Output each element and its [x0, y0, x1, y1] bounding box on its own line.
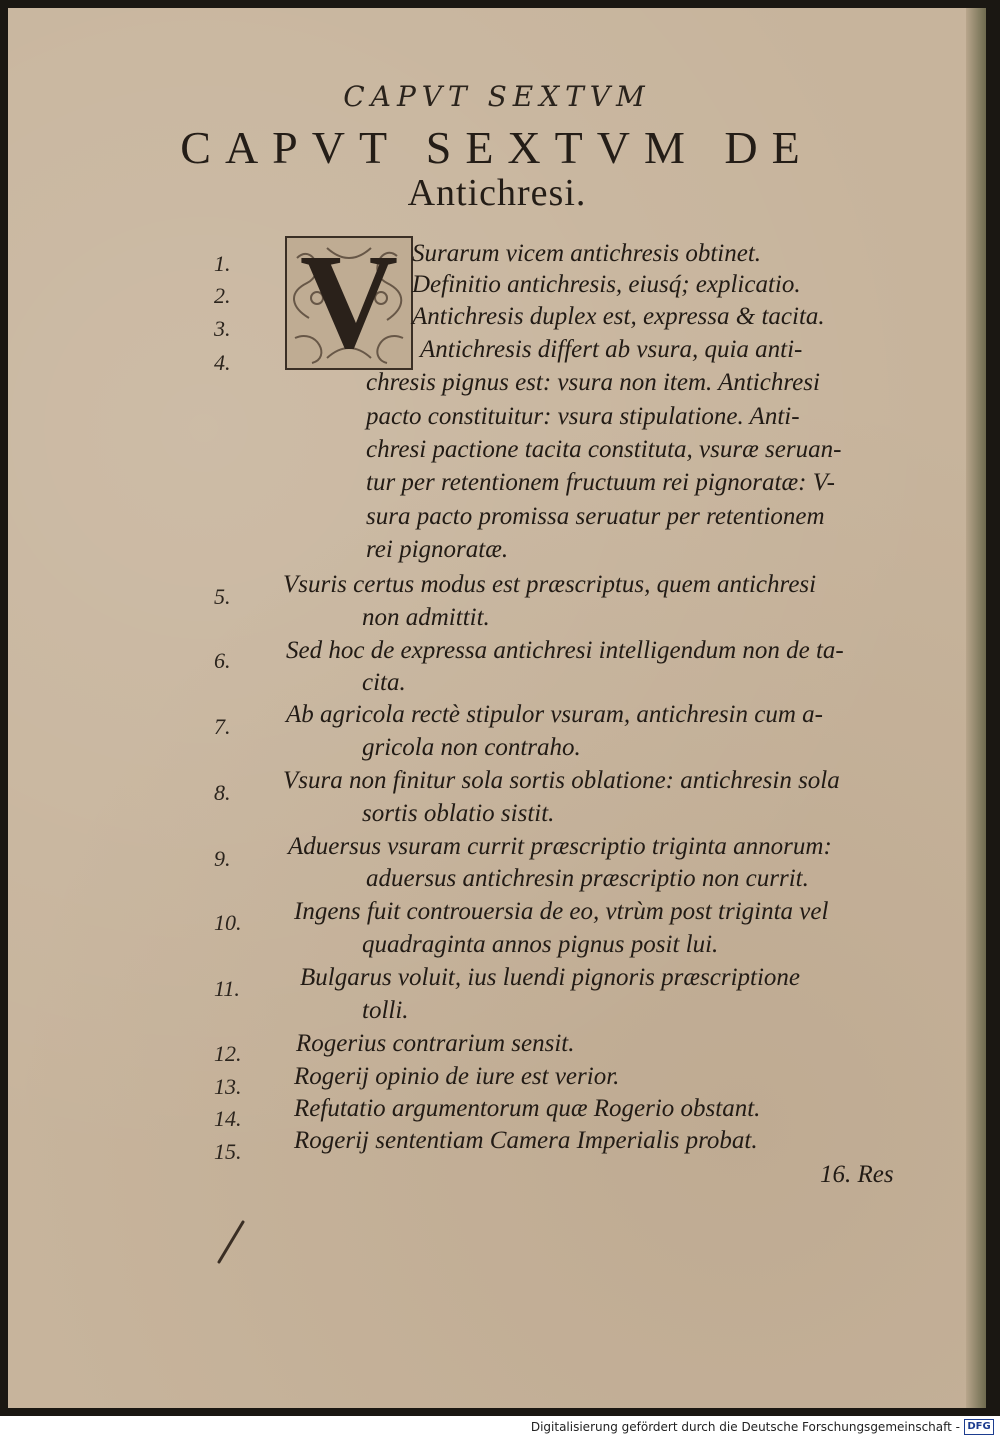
summary-line: tur per retentionem fructuum rei pignoratæ: V-	[366, 469, 835, 496]
item-number: 7.	[214, 714, 231, 739]
item-number: 9.	[214, 846, 231, 871]
summary-line: Rogerij sententiam Camera Imperialis probat.	[294, 1127, 758, 1154]
item-number: 13.	[214, 1074, 242, 1099]
summary-line: Antichresis differt ab vsura, quia anti-	[420, 336, 803, 363]
summary-line: sura pacto promissa seruatur per retentionem	[366, 503, 825, 530]
summary-line: rei pignoratæ.	[366, 536, 509, 563]
summary-line: non admittit.	[362, 604, 490, 631]
summary-line: Refutatio argumentorum quæ Rogerio obstant.	[294, 1095, 761, 1122]
item-number: 11.	[214, 976, 240, 1001]
item-number: 8.	[214, 780, 231, 805]
summary-line: Antichresis duplex est, expressa & tacita.	[412, 303, 825, 330]
summary-line: sortis oblatio sistit.	[362, 800, 555, 827]
running-head: CAPVT SEXTVM	[343, 80, 651, 113]
item-number: 15.	[214, 1139, 242, 1164]
summary-line: Ab agricola rectè stipulor vsuram, antichresin cum a-	[286, 701, 823, 728]
summary-line: Surarum vicem antichresis obtinet.	[412, 240, 762, 267]
summary-line: Vsura non finitur sola sortis oblatione: antichresin sola	[283, 767, 840, 794]
item-number: 12.	[214, 1041, 242, 1066]
summary-line: Aduersus vsuram currit præscriptio triginta annorum:	[288, 833, 832, 860]
summary-line: tolli.	[362, 997, 409, 1024]
summary-line: cita.	[362, 669, 406, 696]
summary-line: chresis pignus est: vsura non item. Antichresi	[366, 369, 820, 396]
summary-line: Definitio antichresis, eiusq́; explicatio.	[412, 271, 801, 298]
summary-line: Ingens fuit controuersia de eo, vtrùm post triginta vel	[294, 898, 829, 925]
summary-line: pacto constituitur: vsura stipulatione. Anti-	[366, 403, 800, 430]
item-number: 6.	[214, 648, 231, 673]
summary-line: Vsuris certus modus est præscriptus, quem antichresi	[283, 571, 817, 598]
chapter-title: CAPVT SEXTVM DE	[180, 122, 814, 173]
summary-line: Rogerij opinio de iure est verior.	[294, 1063, 620, 1090]
summary-line: Rogerius contrarium sensit.	[296, 1030, 575, 1057]
page-edge	[966, 8, 986, 1408]
summary-line: gricola non contraho.	[362, 734, 581, 761]
decorated-initial	[285, 236, 413, 370]
item-number: 4.	[214, 350, 231, 375]
item-number: 2.	[214, 283, 231, 308]
drop-cap-letter: V	[299, 236, 399, 370]
summary-line: quadraginta annos pignus posit lui.	[362, 931, 719, 958]
summary-line: Sed hoc de expressa antichresi intelligendum non de ta-	[286, 637, 844, 664]
footer-bar	[0, 1416, 1000, 1439]
item-number: 3.	[214, 316, 231, 341]
ink-stroke-mark	[213, 1218, 249, 1266]
item-number: 1.	[214, 251, 231, 276]
item-number: 10.	[214, 910, 242, 935]
summary-line: aduersus antichresin præscriptio non currit.	[366, 865, 809, 892]
summary-line: Bulgarus voluit, ius luendi pignoris præscriptione	[300, 964, 801, 991]
item-number: 14.	[214, 1106, 242, 1131]
dfg-logo-icon: DFG	[964, 1419, 994, 1435]
funding-credit: Digitalisierung gefördert durch die Deutsche Forschungsgemeinschaft -	[530, 1420, 960, 1434]
chapter-subtitle: Antichresi.	[407, 172, 587, 214]
catchword: 16. Res	[820, 1161, 894, 1188]
item-number: 5.	[214, 584, 231, 609]
summary-line: chresi pactione tacita constituta, vsuræ seruan-	[366, 436, 842, 463]
